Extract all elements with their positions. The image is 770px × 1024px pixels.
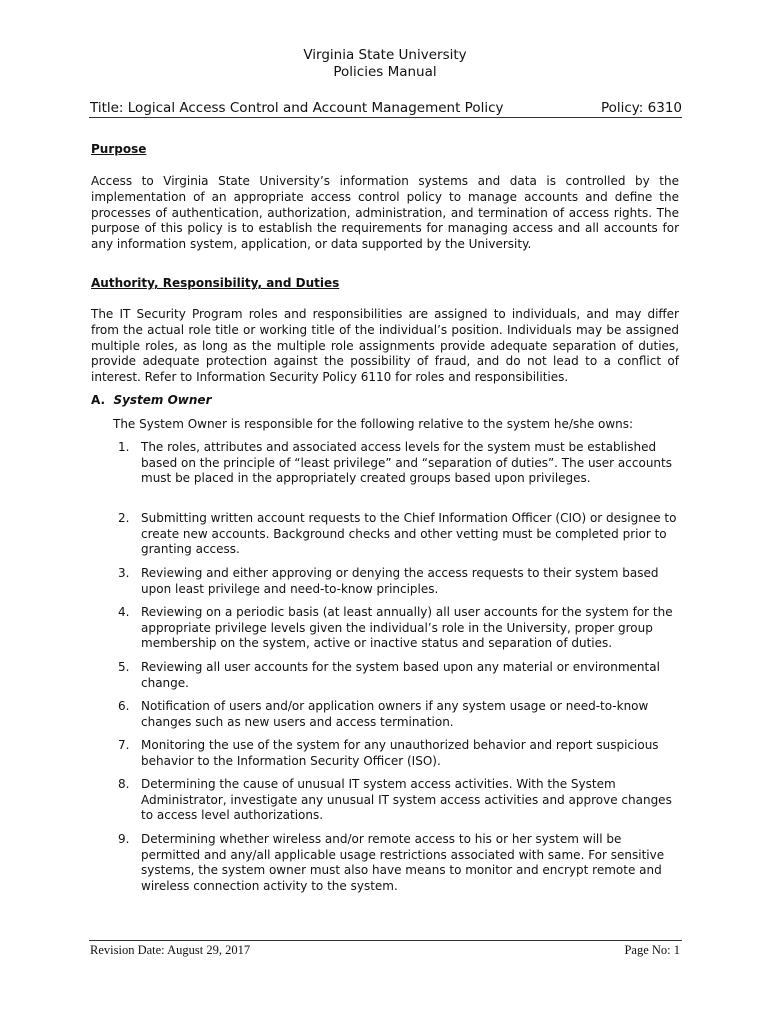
list-text: Submitting written account requests to the Chief Information Officer (CIO) or designee to create new accounts. Background checks and other vetting must be completed prior to granting access.	[141, 511, 677, 557]
list-text: Determining the cause of unusual IT system access activities. With the System Administrator, investigate any unusual IT system access activities and approve changes to access level authorizations.	[141, 777, 672, 823]
section-letter: A.	[91, 393, 106, 407]
list-text: The roles, attributes and associated access levels for the system must be established based on the principle of “least privilege” and “separation of duties”. The user accounts must be placed in the appropriately created groups based upon privileges.	[141, 440, 672, 486]
title-bar	[89, 99, 682, 118]
list-number: 9.	[118, 832, 130, 846]
list-number: 4.	[118, 605, 130, 619]
authority-heading: Authority, Responsibility, and Duties	[91, 276, 340, 290]
list-text: Reviewing all user accounts for the system based upon any material or environmental change.	[141, 660, 660, 690]
system-owner-heading	[91, 393, 212, 407]
list-text: Reviewing on a periodic basis (at least annually) all user accounts for the system for the appropriate privilege levels given the individual’s role in the University, proper group membership on the system, active or inactive status and separation of duties.	[141, 605, 673, 651]
policy-title: Title: Logical Access Control and Account Management Policy	[90, 100, 504, 116]
university-name: Virginia State University	[303, 47, 467, 63]
list-text: Determining whether wireless and/or remote access to his or her system will be permitted and any/all applicable usage restrictions associated with same. For sensitive systems, the system owner must also have means to monitor and encrypt remote and wireless connection activity to the system.	[141, 832, 665, 894]
manual-name: Policies Manual	[333, 64, 437, 80]
list-text: Reviewing and either approving or denying the access requests to their system based upon least privilege and need-to-know principles.	[141, 566, 659, 596]
list-number: 7.	[118, 738, 130, 752]
document-header	[0, 47, 770, 81]
list-text: Monitoring the use of the system for any unauthorized behavior and report suspicious behavior to the Information Security Officer (ISO).	[141, 738, 659, 768]
purpose-heading: Purpose	[91, 142, 147, 156]
purpose-paragraph: Access to Virginia State University’s information systems and data is controlled by the implementation of an appropriate access control policy to manage accounts and define the processes of authentication, authorization, administration, and termination of access rights. The purpose of this policy is to establish the requirements for managing access and all accounts for any information system, application, or data supported by the University.	[91, 174, 679, 251]
list-text: Notification of users and/or application owners if any system usage or need-to-know changes such as new users and access termination.	[141, 699, 649, 729]
list-number: 1.	[118, 440, 130, 454]
list-number: 3.	[118, 566, 130, 580]
footer-divider	[89, 940, 682, 941]
system-owner-intro: The System Owner is responsible for the following relative to the system he/she owns:	[113, 417, 634, 431]
revision-date: Revision Date: August 29, 2017	[90, 943, 251, 957]
list-number: 8.	[118, 777, 130, 791]
policy-number: Policy: 6310	[600, 100, 682, 116]
section-title: System Owner	[113, 393, 212, 407]
list-number: 2.	[118, 511, 130, 525]
authority-paragraph: The IT Security Program roles and responsibilities are assigned to individuals, and may differ from the actual role title or working title of the individual’s position. Individuals may be assigned multiple roles, as long as the multiple role assignments provide adequate separation of duties, provide adequate protection against the possibility of fraud, and do not lead to a conflict of interest. Refer to Information Security Policy 6110 for roles and responsibilities.	[91, 307, 679, 384]
page-number: Page No: 1	[624, 943, 680, 957]
list-number: 5.	[118, 660, 130, 674]
list-number: 6.	[118, 699, 130, 713]
